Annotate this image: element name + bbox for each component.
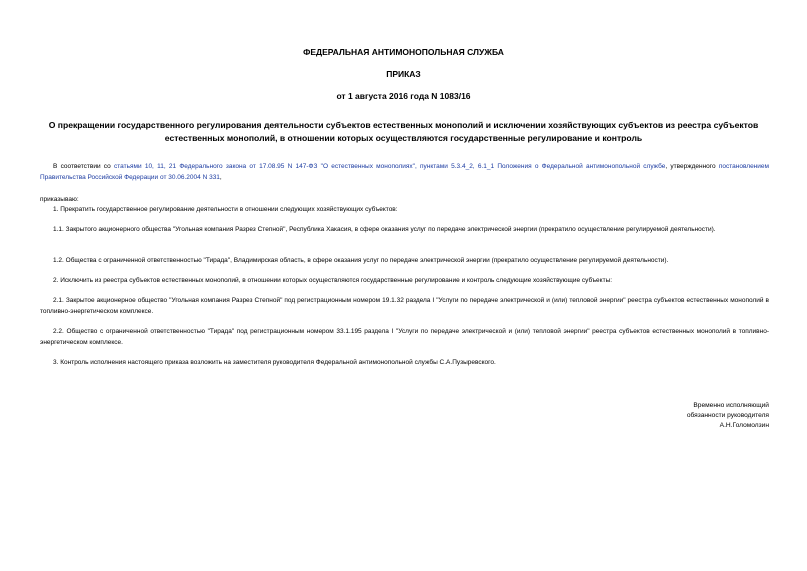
signature-block (687, 401, 769, 431)
item-1: 1. Прекратить государственное регулирование деятельности в отношении следующих хозяйствующих субъектов: (53, 206, 398, 213)
document-title: О прекращении государственного регулирования деятельности субъектов естественных монополий и исключении хозяйствующих субъектов из реестра субъектов естественных монополий, в отношении которых осуществляются государственные регулирование и контроль (48, 120, 759, 143)
signature-line-2: обязанности руководителя (686, 412, 769, 419)
government-decree-link[interactable]: постановлением Правительства Российской Федерации от 30.06.2004 N 331 (40, 163, 769, 181)
item-1-2: 1.2. Общества с ограниченной ответственностью "Тирада", Владимирская область, в сфере оказания услуг по передаче электрической энергии (прекратило осуществление регулируемой деятельности). (53, 257, 669, 264)
item-3: 3. Контроль исполнения настоящего приказа возложить на заместителя руководителя Федеральной антимонопольной службы С.А.Пузыревского. (53, 359, 496, 366)
item-2-2: 2.2. Общество с ограниченной ответственностью "Тирада" под регистрационным номером 33.1.195 раздела I "Услуги по передаче электрической и (или) тепловой энергии" реестра субъектов естественных монополий в топливно-энергетическом комплексе. (40, 328, 769, 346)
item-1-1: 1.1. Закрытого акционерного общества "Угольная компания Разрез Степной", Республика Хакасия, в сфере оказания услуг по передаче электрической энергии (прекратило осуществление регулируемой деятельности). (53, 226, 716, 233)
document-date-number: от 1 августа 2016 года N 1083/16 (336, 91, 471, 101)
preamble-paragraph (40, 161, 769, 183)
document-type: ПРИКАЗ (386, 69, 421, 79)
item-2: 2. Исключить из реестра субъектов естественных монополий, в отношении которых осуществляются государственные регулирование и контроль следующие хозяйствующие субъекты: (53, 277, 613, 284)
preamble-text-1: В соответствии со (53, 163, 114, 170)
agency-name: ФЕДЕРАЛЬНАЯ АНТИМОНОПОЛЬНАЯ СЛУЖБА (303, 47, 504, 57)
signature-line-1: Временно исполняющий (693, 402, 769, 409)
preamble-text-2: , утвержденного (665, 163, 719, 170)
item-2-1: 2.1. Закрытое акционерное общество "Угольная компания Разрез Степной" под регистрационным номером 19.1.32 раздела I "Услуги по передаче электрической и (или) тепловой энергии" реестра субъектов естественных монополий в топливно-энергетическом комплексе. (40, 297, 769, 315)
signature-name: А.Н.Голомолзин (719, 422, 769, 429)
order-word: приказываю: (40, 196, 79, 203)
preamble-text-3: , (219, 174, 222, 181)
law-articles-link[interactable]: статьями 10, 11, 21 Федерального закона от 17.08.95 N 147-ФЗ "О естественных монополиях", пунктами 5.3.4_2, 6.1_1 Положения о Федеральной антимонопольной службе (113, 163, 666, 170)
